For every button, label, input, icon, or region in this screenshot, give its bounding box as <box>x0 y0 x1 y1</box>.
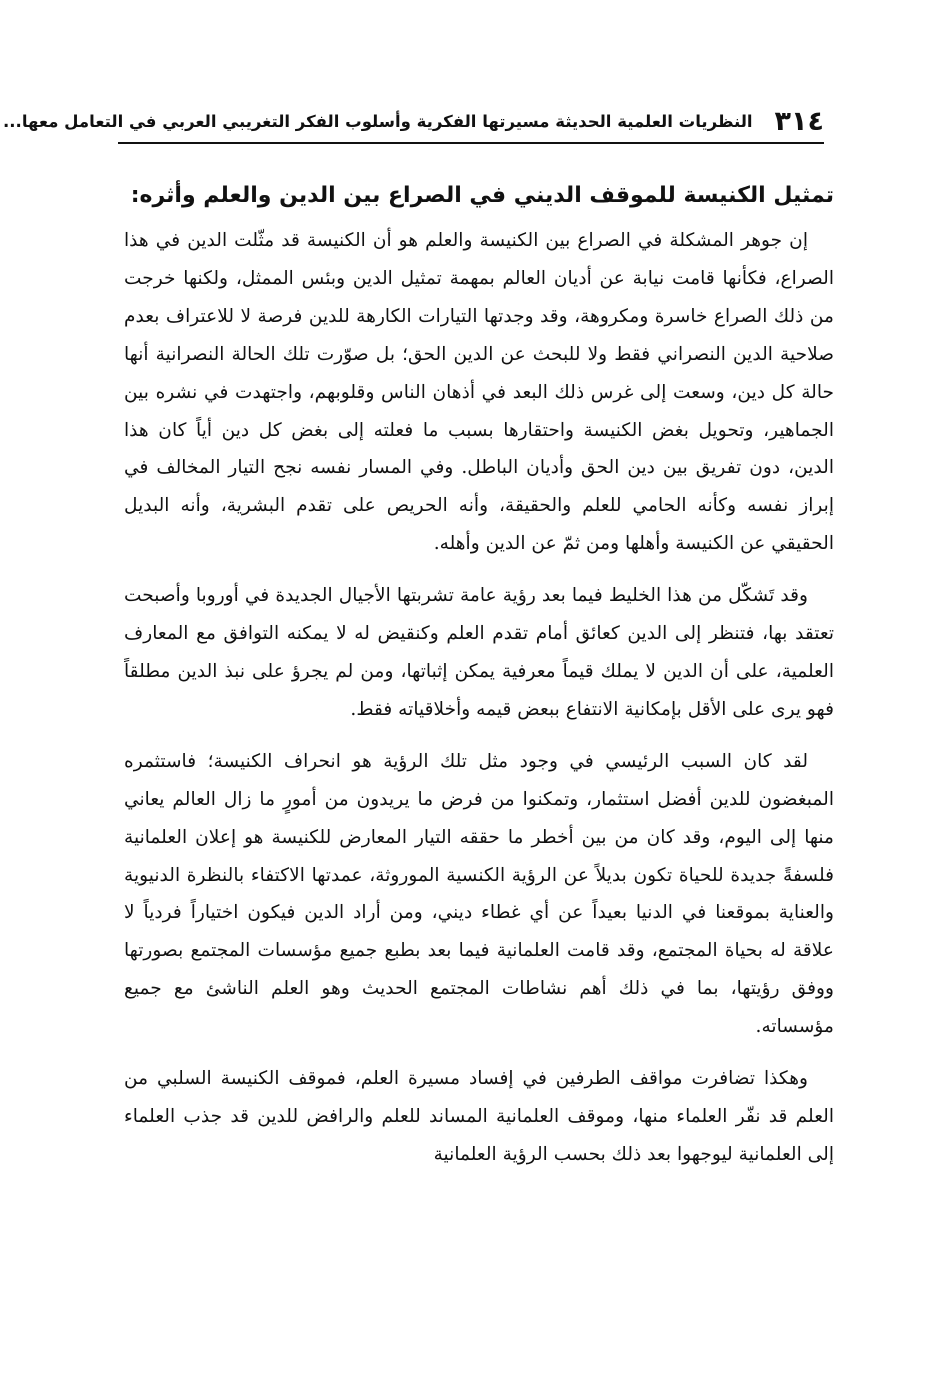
running-title: النظريات العلمية الحديثة مسيرتها الفكرية وأسلوب الفكر التغريبي العربي في التعامل معها... <box>3 111 753 131</box>
page-number: ٣١٤ <box>774 105 824 137</box>
paragraph: وهكذا تضافرت مواقف الطرفين في إفساد مسيرة العلم، فموقف الكنيسة السلبي من العلم قد نفّر العلماء منها، وموقف العلمانية المساند للعلم والرافض للدين قد جذب العلماء إلى العلمانية ليوجهوا بعد ذلك بحسب الرؤية العلمانية <box>124 1068 834 1165</box>
paragraph: وقد تَشكّل من هذا الخليط فيما بعد رؤية عامة تشربتها الأجيال الجديدة في أوروبا وأصبحت تعتقد بها، فتنظر إلى الدين كعائق أمام تقدم العلم وكنقيض له لا يمكنه التوافق مع المعارف العلمية، على أن الدين لا يملك قيماً معرفية يمكن إثباتها، ومن لم يجرؤ على نبذ الدين مطلقاً فهو يرى على الأقل بإمكانية الانتفاع ببعض قيمه وأخلاقياته فقط. <box>124 585 834 720</box>
paragraph: إن جوهر المشكلة في الصراع بين الكنيسة والعلم هو أن الكنيسة قد مثّلت الدين في هذا الصراع، فكأنها قامت نيابة عن أديان العالم بمهمة تمثيل الدين وبئس الممثل، ولكنها خرجت من ذلك الصراع خاسرة ومكروهة، وقد وجدتها التيارات الكارهة للدين فرصة لا للاعتراف بعدم صلاحية الدين النصراني فقط ولا للبحث عن الدين الحق؛ بل صوّرت تلك الحالة النصرانية أنها حالة كل دين، وسعت إلى غرس ذلك البعد في أذهان الناس وقلوبهم، واجتهدت في نشره بين الجماهير، وتحويل بغض الكنيسة واحتقارها بسبب ما فعلته إلى بغض كل دين أياً كان هذا الدين، دون تفريق بين دين الحق وأديان الباطل. وفي المسار نفسه نجح التيار المخالف في إبراز نفسه وكأنه الحامي للعلم والحقيقة، وأنه الحريص على تقدم البشرية، وأنه البديل الحقيقي عن الكنيسة وأهلها ومن ثمّ عن الدين وأهله. <box>124 230 834 555</box>
page-body <box>124 176 834 1188</box>
running-header <box>3 100 824 144</box>
section-heading: تمثيل الكنيسة للموقف الديني في الصراع بين الدين والعلم وأثره: <box>130 183 834 208</box>
paragraph: لقد كان السبب الرئيسي في وجود مثل تلك الرؤية هو انحراف الكنيسة؛ فاستثمره المبغضون للدين أفضل استثمار، وتمكنوا من فرض ما يريدون من أمورٍ ما زال العالم يعاني منها إلى اليوم، وقد كان من بين أخطر ما حققه التيار المعارض للكنيسة هو إعلان العلمانية فلسفةً جديدة للحياة تكون بديلاً عن الرؤية الكنسية الموروثة، عمدتها الاكتفاء بالنظرة الدنيوية والعناية بموقعنا في الدنيا بعيداً عن أي غطاء ديني، ومن أراد الدين فيكون اختياراً فردياً لا علاقة له بحياة المجتمع، وقد قامت العلمانية فيما بعد بطبع جميع مؤسسات المجتمع بصورتها ووفق رؤيتها، بما في ذلك أهم نشاطات المجتمع الحديث وهو العلم الناشئ مع جميع مؤسساته. <box>124 750 834 1038</box>
